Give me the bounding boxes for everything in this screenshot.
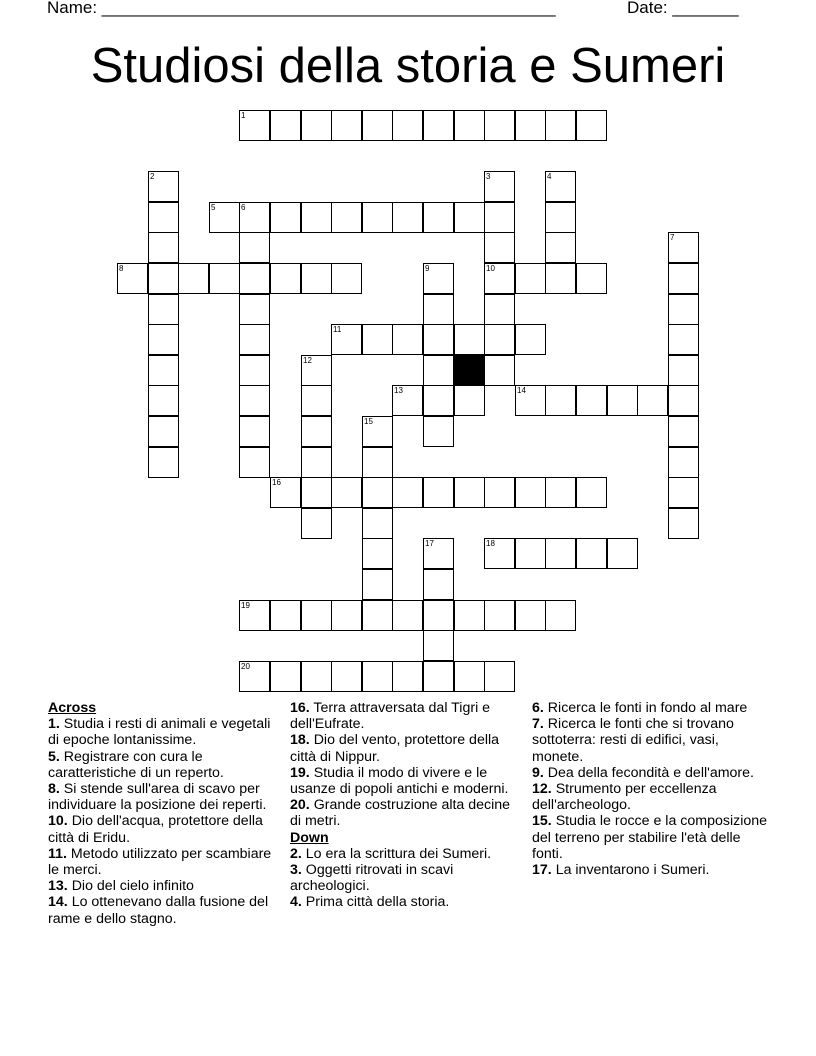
- crossword-cell[interactable]: [148, 385, 179, 416]
- clue-number: 3.: [290, 862, 302, 879]
- crossword-cell[interactable]: [668, 324, 699, 355]
- cell-number: 11: [333, 325, 342, 334]
- crossword-cell[interactable]: [454, 600, 485, 631]
- clue-text: Prima città della storia.: [305, 894, 450, 911]
- cell-number: 3: [486, 172, 491, 181]
- clue-text: Strumento per eccellenza dell'archeologo.: [532, 781, 717, 814]
- crossword-cell[interactable]: [545, 232, 576, 263]
- crossword-cell[interactable]: [454, 202, 485, 233]
- crossword-cell[interactable]: [331, 600, 362, 631]
- clue-number: 9.: [532, 764, 544, 781]
- down-clue-9: [532, 765, 772, 781]
- crossword-cell[interactable]: [270, 477, 301, 508]
- crossword-cell[interactable]: [148, 355, 179, 386]
- crossword-cell[interactable]: [239, 232, 270, 263]
- cell-number: 20: [241, 662, 250, 671]
- crossword-cell[interactable]: [454, 110, 485, 141]
- crossword-cell[interactable]: [392, 600, 423, 631]
- clue-number: 17.: [532, 862, 552, 879]
- cell-number: 9: [425, 264, 430, 273]
- crossword-cell[interactable]: [576, 110, 607, 141]
- crossword-cell[interactable]: [148, 263, 179, 294]
- cell-number: 8: [119, 264, 124, 273]
- crossword-cell[interactable]: [301, 661, 332, 692]
- clue-number: 12.: [532, 781, 552, 798]
- crossword-cell[interactable]: [270, 661, 301, 692]
- clue-text: Dea della fecondità e dell'amore.: [547, 764, 754, 781]
- crossword-cell[interactable]: [362, 508, 393, 539]
- crossword-cell[interactable]: [515, 600, 546, 631]
- crossword-cell[interactable]: [239, 110, 270, 141]
- crossword-cell[interactable]: [515, 477, 546, 508]
- crossword-cell[interactable]: [668, 477, 699, 508]
- crossword-cell[interactable]: [301, 355, 332, 386]
- crossword-cell[interactable]: [484, 202, 515, 233]
- crossword-cell[interactable]: [301, 600, 332, 631]
- across-clue-14: [48, 894, 283, 926]
- crossword-cell[interactable]: [239, 294, 270, 325]
- clue-number: 4.: [290, 894, 302, 911]
- down-clue-17: [532, 862, 772, 878]
- crossword-cell[interactable]: [301, 202, 332, 233]
- crossword-cell[interactable]: [392, 385, 423, 416]
- across-clue-11: [48, 846, 283, 878]
- crossword-cell[interactable]: [362, 477, 393, 508]
- crossword-cell[interactable]: [239, 447, 270, 478]
- crossword-cell[interactable]: [607, 538, 638, 569]
- clue-text: Studia le rocce e la composizione del terreno per stabilire l'età delle fonti.: [532, 813, 768, 862]
- clue-text: Si stende sull'area di scavo per individuare la posizione dei reperti.: [48, 781, 267, 814]
- crossword-cell[interactable]: [423, 385, 454, 416]
- crossword-cell[interactable]: [668, 447, 699, 478]
- crossword-cell[interactable]: [668, 416, 699, 447]
- crossword-cell[interactable]: [423, 324, 454, 355]
- crossword-cell[interactable]: [454, 661, 485, 692]
- crossword-cell[interactable]: [545, 538, 576, 569]
- crossword-cell[interactable]: [545, 110, 576, 141]
- crossword-cell[interactable]: [239, 263, 270, 294]
- clue-text: Ricerca le fonti in fondo al mare: [547, 700, 748, 716]
- clue-number: 19.: [290, 764, 310, 781]
- crossword-cell[interactable]: [301, 477, 332, 508]
- cell-number: 16: [272, 478, 281, 487]
- crossword-cell[interactable]: [239, 355, 270, 386]
- crossword-cell[interactable]: [301, 416, 332, 447]
- crossword-cell[interactable]: [301, 508, 332, 539]
- crossword-cell[interactable]: [454, 324, 485, 355]
- across-heading: Across: [48, 700, 97, 716]
- crossword-cell[interactable]: [239, 661, 270, 692]
- clue-text: Registrare con cura le caratteristiche di un reperto.: [48, 748, 224, 781]
- crossword-cell[interactable]: [668, 385, 699, 416]
- date-field-label[interactable]: Date: _______: [627, 0, 739, 17]
- crossword-cell[interactable]: [484, 171, 515, 202]
- clue-text: La inventarono i Sumeri.: [555, 862, 710, 879]
- cell-number: 13: [394, 386, 403, 395]
- cell-number: 12: [303, 356, 312, 365]
- clue-number: 16.: [290, 700, 310, 716]
- crossword-cell[interactable]: [270, 110, 301, 141]
- clue-text: Dio dell'acqua, protettore della città di Eridu.: [48, 813, 263, 846]
- crossword-cell[interactable]: [423, 294, 454, 325]
- crossword-cell[interactable]: [515, 263, 546, 294]
- clue-number: 13.: [48, 878, 68, 895]
- crossword-cell[interactable]: [331, 110, 362, 141]
- crossword-cell[interactable]: [362, 661, 393, 692]
- clue-text: Grande costruzione alta decine di metri.: [290, 797, 511, 830]
- crossword-cell[interactable]: [239, 324, 270, 355]
- across-clue-5: [48, 749, 283, 781]
- clue-number: 20.: [290, 797, 310, 814]
- crossword-cell[interactable]: [484, 355, 515, 386]
- down-clue-4: [290, 894, 525, 910]
- crossword-cell[interactable]: [484, 600, 515, 631]
- crossword-cell[interactable]: [148, 232, 179, 263]
- cell-number: 5: [211, 203, 216, 212]
- clue-text: Dio del cielo infinito: [71, 878, 194, 895]
- clue-number: 10.: [48, 813, 68, 830]
- clue-number: 6.: [532, 700, 544, 716]
- clue-number: 18.: [290, 732, 310, 749]
- crossword-cell[interactable]: [423, 569, 454, 600]
- cell-number: 2: [150, 172, 155, 181]
- crossword-cell[interactable]: [668, 232, 699, 263]
- crossword-cell[interactable]: [515, 385, 546, 416]
- crossword-cell[interactable]: [270, 202, 301, 233]
- crossword-block: [454, 355, 485, 386]
- down-clue-6: [532, 700, 772, 716]
- crossword-cell[interactable]: [362, 600, 393, 631]
- cell-number: 19: [241, 601, 250, 610]
- crossword-cell[interactable]: [576, 477, 607, 508]
- crossword-cell[interactable]: [423, 355, 454, 386]
- crossword-cell[interactable]: [362, 569, 393, 600]
- crossword-cell[interactable]: [668, 294, 699, 325]
- clue-number: 2.: [290, 845, 302, 862]
- crossword-cell[interactable]: [392, 661, 423, 692]
- crossword-cell[interactable]: [392, 202, 423, 233]
- crossword-cell[interactable]: [515, 538, 546, 569]
- down-clue-3: [290, 862, 525, 894]
- crossword-cell[interactable]: [423, 110, 454, 141]
- page-title: Studiosi della storia e Sumeri: [90, 39, 726, 93]
- crossword-cell[interactable]: [484, 263, 515, 294]
- clues-column-3: [532, 700, 772, 878]
- down-clue-7: [532, 716, 772, 765]
- clue-number: 1.: [48, 716, 60, 733]
- crossword-cell[interactable]: [484, 232, 515, 263]
- crossword-cell[interactable]: [515, 324, 546, 355]
- across-clue-13: [48, 878, 283, 894]
- crossword-cell[interactable]: [362, 324, 393, 355]
- cell-number: 17: [425, 539, 434, 548]
- crossword-cell[interactable]: [454, 385, 485, 416]
- crossword-cell[interactable]: [301, 447, 332, 478]
- crossword-cell[interactable]: [209, 202, 240, 233]
- crossword-cell[interactable]: [301, 263, 332, 294]
- crossword-cell[interactable]: [484, 477, 515, 508]
- cell-number: 7: [670, 233, 675, 242]
- crossword-cell[interactable]: [515, 110, 546, 141]
- crossword-cell[interactable]: [392, 324, 423, 355]
- crossword-cell[interactable]: [484, 538, 515, 569]
- crossword-cell[interactable]: [545, 477, 576, 508]
- crossword-cell[interactable]: [392, 110, 423, 141]
- cell-number: 6: [241, 203, 246, 212]
- crossword-cell[interactable]: [392, 477, 423, 508]
- crossword-cell[interactable]: [637, 385, 668, 416]
- crossword-cell[interactable]: [545, 600, 576, 631]
- clue-text: Terra attraversata dal Tigri e dell'Eufrate.: [290, 700, 491, 733]
- crossword-cell[interactable]: [576, 538, 607, 569]
- crossword-cell[interactable]: [148, 416, 179, 447]
- crossword-cell[interactable]: [423, 538, 454, 569]
- crossword-cell[interactable]: [301, 110, 332, 141]
- across-clue-1: [48, 716, 283, 748]
- crossword-cell[interactable]: [239, 600, 270, 631]
- clues-column-1: [48, 700, 283, 927]
- crossword-cell[interactable]: [545, 385, 576, 416]
- crossword-cell[interactable]: [239, 416, 270, 447]
- across-clue-18: [290, 732, 525, 764]
- across-clue-16: [290, 700, 525, 732]
- crossword-cell[interactable]: [239, 202, 270, 233]
- cell-number: 18: [486, 539, 495, 548]
- crossword-cell[interactable]: [423, 416, 454, 447]
- crossword-cell[interactable]: [545, 171, 576, 202]
- crossword-cell[interactable]: [117, 263, 148, 294]
- crossword-cell[interactable]: [423, 630, 454, 661]
- crossword-cell[interactable]: [148, 324, 179, 355]
- crossword-cell[interactable]: [148, 294, 179, 325]
- clue-number: 8.: [48, 781, 60, 798]
- down-clue-12: [532, 781, 772, 813]
- crossword-cell[interactable]: [362, 416, 393, 447]
- crossword-cell[interactable]: [362, 110, 393, 141]
- crossword-cell[interactable]: [178, 263, 209, 294]
- clue-text: Dio del vento, protettore della città di Nippur.: [290, 732, 500, 765]
- crossword-cell[interactable]: [331, 202, 362, 233]
- clue-text: Lo era la scrittura dei Sumeri.: [305, 845, 492, 862]
- crossword-cell[interactable]: [576, 263, 607, 294]
- cell-number: 14: [517, 386, 526, 395]
- down-heading: Down: [290, 829, 329, 846]
- crossword-cell[interactable]: [484, 110, 515, 141]
- clue-text: Studia il modo di vivere e le usanze di popoli antichi e moderni.: [290, 764, 509, 798]
- down-clue-15: [532, 813, 772, 862]
- crossword-cell[interactable]: [148, 202, 179, 233]
- crossword-cell[interactable]: [423, 263, 454, 294]
- crossword-cell[interactable]: [576, 385, 607, 416]
- crossword-cell[interactable]: [148, 447, 179, 478]
- crossword-cell[interactable]: [423, 477, 454, 508]
- across-clue-19: [290, 765, 525, 797]
- down-clue-2: [290, 846, 525, 862]
- crossword-cell[interactable]: [423, 600, 454, 631]
- crossword-cell[interactable]: [331, 324, 362, 355]
- crossword-cell[interactable]: [331, 263, 362, 294]
- clue-text: Lo ottenevano dalla fusione del rame e dello stagno.: [48, 894, 269, 927]
- crossword-cell[interactable]: [331, 477, 362, 508]
- name-field-label[interactable]: Name: ________________________________________________: [47, 0, 556, 17]
- crossword-cell[interactable]: [484, 324, 515, 355]
- across-clue-8: [48, 781, 283, 813]
- clue-text: Ricerca le fonti che si trovano sottoterra: resti di edifici, vasi, monete.: [532, 716, 734, 765]
- cell-number: 4: [547, 172, 552, 181]
- crossword-cell[interactable]: [270, 600, 301, 631]
- crossword-cell[interactable]: [270, 263, 301, 294]
- crossword-cell[interactable]: [484, 661, 515, 692]
- clues-column-2: [290, 700, 525, 911]
- crossword-cell[interactable]: [454, 477, 485, 508]
- clue-number: 5.: [48, 748, 60, 765]
- crossword-cell[interactable]: [668, 508, 699, 539]
- crossword-cell[interactable]: [148, 171, 179, 202]
- crossword-cell[interactable]: [545, 263, 576, 294]
- clue-number: 7.: [532, 716, 544, 733]
- crossword-cell[interactable]: [362, 202, 393, 233]
- crossword-cell[interactable]: [423, 661, 454, 692]
- clue-text: Metodo utilizzato per scambiare le merci.: [48, 845, 272, 879]
- clue-number: 14.: [48, 894, 68, 911]
- cell-number: 10: [486, 264, 495, 273]
- crossword-cell[interactable]: [545, 202, 576, 233]
- across-clue-20: [290, 797, 525, 829]
- crossword-cell[interactable]: [331, 661, 362, 692]
- clue-text: Oggetti ritrovati in scavi archeologici.: [290, 862, 454, 895]
- crossword-cell[interactable]: [423, 202, 454, 233]
- cell-number: 15: [364, 417, 373, 426]
- crossword-cell[interactable]: [301, 385, 332, 416]
- crossword-cell[interactable]: [362, 447, 393, 478]
- cell-number: 1: [241, 111, 246, 120]
- crossword-cell[interactable]: [484, 294, 515, 325]
- across-clue-10: [48, 813, 283, 845]
- crossword-cell[interactable]: [607, 385, 638, 416]
- clue-number: 15.: [532, 813, 552, 830]
- clue-text: Studia i resti di animali e vegetali di epoche lontanissime.: [48, 716, 271, 749]
- clue-number: 11.: [48, 845, 67, 862]
- crossword-cell[interactable]: [668, 355, 699, 386]
- crossword-cell[interactable]: [668, 263, 699, 294]
- crossword-cell[interactable]: [209, 263, 240, 294]
- crossword-cell[interactable]: [362, 538, 393, 569]
- crossword-cell[interactable]: [239, 385, 270, 416]
